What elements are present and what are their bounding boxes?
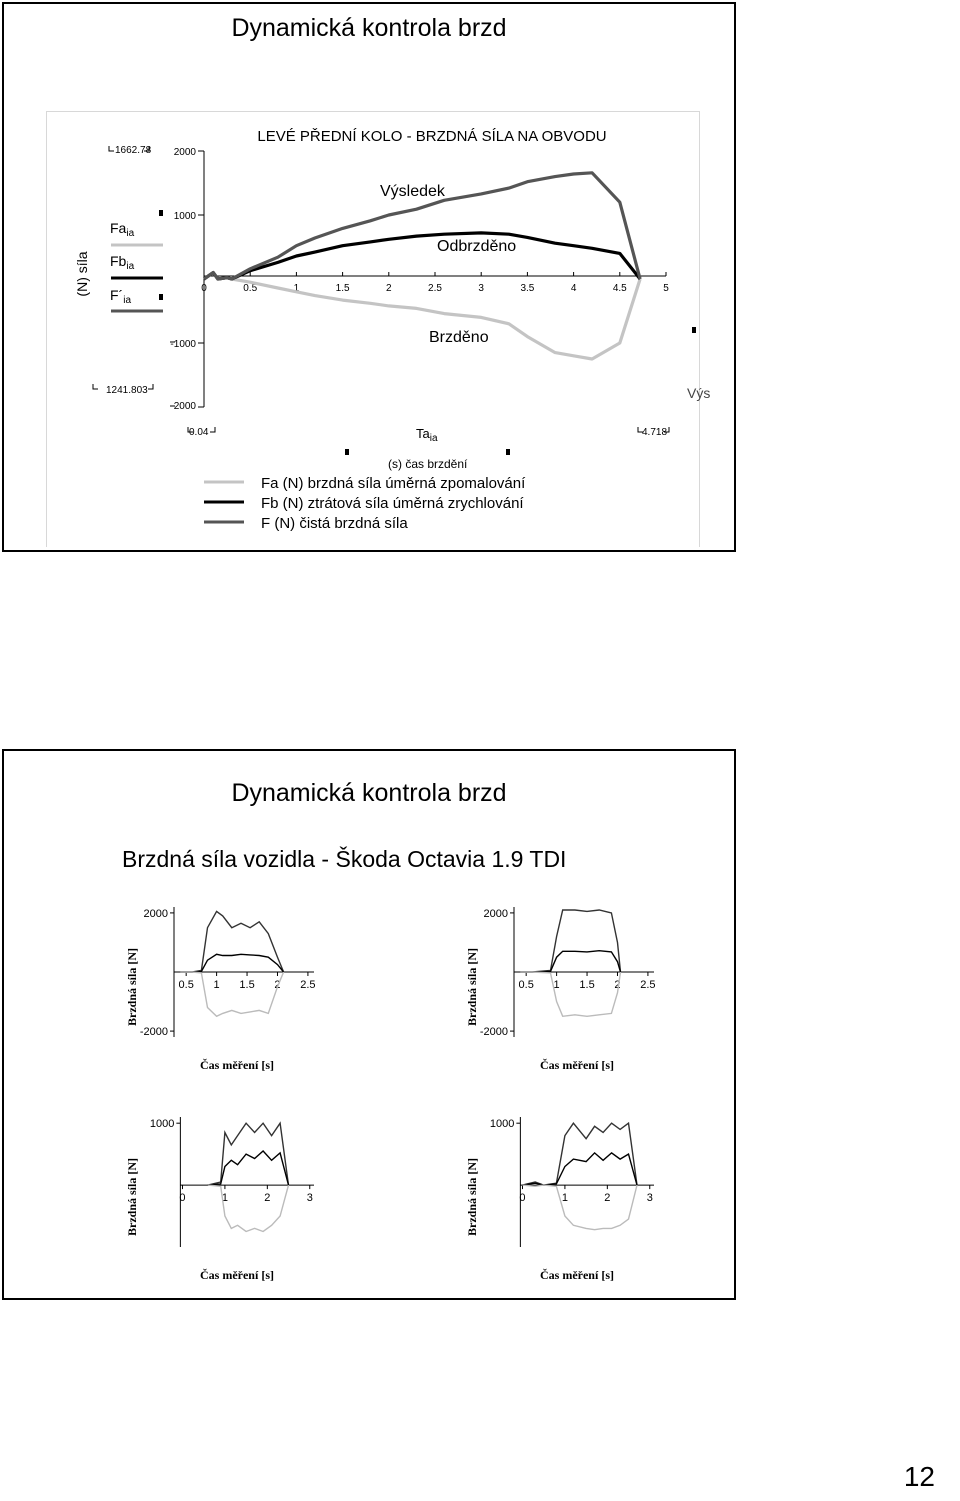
small-x-tick-label: 1.5 xyxy=(239,979,255,991)
y-axis-label: (N) síla xyxy=(74,251,90,297)
small-series-line-0 xyxy=(208,1123,289,1185)
small-series-line-2 xyxy=(520,972,620,1016)
slide-2-subtitle: Brzdná síla vozidla - Škoda Octavia 1.9 TDI xyxy=(122,846,567,872)
x-tick-label: 1 xyxy=(293,283,300,294)
small-series-line-1 xyxy=(180,954,284,972)
x-tick-label: 4 xyxy=(570,283,577,294)
small-y-label: Brzdná síla [N] xyxy=(125,948,139,1026)
cursor-x-mid: $Ta_{ia}$ xyxy=(416,426,438,444)
small-y-label: Brzdná síla [N] xyxy=(125,1158,139,1236)
row-label-f: $F´_{ia}$ xyxy=(110,287,132,306)
y-tick-2000: 2000 xyxy=(173,147,196,158)
small-x-tick-label: 2 xyxy=(604,1192,611,1205)
svg-text:4.718: 4.718 xyxy=(642,427,668,438)
cursor-x-right xyxy=(638,427,669,438)
small-plot-2 xyxy=(462,887,662,1077)
small-series-line-2 xyxy=(180,972,284,1016)
small-y-tick-label: 2000 xyxy=(143,907,168,920)
small-x-tick-label: 1 xyxy=(553,979,560,991)
small-series-line-2 xyxy=(208,1185,289,1231)
small-series-line-0 xyxy=(180,911,284,972)
slide-1 xyxy=(2,2,736,552)
svg-text:0.04: 0.04 xyxy=(189,427,209,438)
small-series-line-1 xyxy=(208,1151,289,1185)
small-x-label: Čas měření [s] xyxy=(200,1268,274,1282)
annotation-odbrzdeno: Odbrzděno xyxy=(437,238,517,255)
row-label-fa: $Fa_{ia}$ xyxy=(110,220,135,239)
legend xyxy=(204,475,526,532)
legend-entry-0: Fa (N) brzdná síla úměrná zpomalování xyxy=(261,475,526,492)
small-x-tick-label: 2 xyxy=(614,979,621,991)
small-x-tick-label: 3 xyxy=(646,1192,653,1205)
main-chart xyxy=(4,4,738,550)
slide-2 xyxy=(2,749,736,1300)
legend-entry-2: F (N) čistá brzdná síla xyxy=(261,515,408,532)
svg-text:1241.803: 1241.803 xyxy=(106,385,148,396)
y-tick-neg-1000: -1000 xyxy=(170,339,196,350)
series-line-1 xyxy=(204,233,640,279)
small-plot-1 xyxy=(122,887,322,1077)
small-x-tick-label: 2 xyxy=(264,1192,271,1205)
cursor-top-value xyxy=(109,145,152,156)
annotation-vys: Výs xyxy=(687,385,711,401)
small-x-tick-label: 2.5 xyxy=(300,979,316,991)
cursor-bottom-value xyxy=(93,384,153,396)
page-number: 12 xyxy=(903,1461,935,1492)
x-tick-label: 1.5 xyxy=(335,283,350,294)
small-x-tick-label: 1 xyxy=(213,979,220,991)
small-x-label: Čas měření [s] xyxy=(540,1268,614,1282)
x-tick-label: 0 xyxy=(201,283,207,294)
small-x-tick-label: 2.5 xyxy=(640,979,656,991)
x-tick-label: 4.5 xyxy=(612,283,627,294)
x-tick-label: 3.5 xyxy=(520,283,535,294)
x-tick-label: 3 xyxy=(478,283,484,294)
small-x-tick-label: 3 xyxy=(306,1192,313,1205)
small-x-tick-label: 1 xyxy=(561,1192,568,1205)
small-y-tick-label: -2000 xyxy=(139,1026,168,1039)
x-axis-label: (s) čas brzdění xyxy=(388,457,468,471)
cursor-x-left xyxy=(188,427,215,438)
x-tick-label: 2.5 xyxy=(428,283,442,294)
annotation-brzdeno: Brzděno xyxy=(429,329,489,346)
small-series-line-1 xyxy=(523,1153,638,1185)
y-tick-neg-2000: 2000 xyxy=(173,401,196,412)
y-tick-1000: 1000 xyxy=(173,211,196,222)
small-y-tick-label: 2000 xyxy=(483,907,508,920)
small-y-tick-label: 1000 xyxy=(489,1118,515,1131)
main-series xyxy=(204,173,640,359)
x-tick-label: 2 xyxy=(386,283,392,294)
small-x-tick-label: 0.5 xyxy=(518,979,534,991)
small-series-line-0 xyxy=(520,910,620,972)
small-y-tick-label: 1000 xyxy=(149,1118,175,1131)
row-label-fb: $Fb_{ia}$ xyxy=(110,253,135,272)
x-ticks xyxy=(201,272,669,294)
svg-text:1662.78: 1662.78 xyxy=(115,145,152,156)
small-y-tick-label: -2000 xyxy=(479,1026,508,1039)
small-x-tick-label: 1 xyxy=(221,1192,228,1205)
chart-title: LEVÉ PŘEDNÍ KOLO - BRZDNÁ SÍLA NA OBVODU xyxy=(257,128,607,145)
small-x-tick-label: 0 xyxy=(179,1192,186,1205)
small-y-label: Brzdná síla [N] xyxy=(465,948,479,1026)
small-x-label: Čas měření [s] xyxy=(540,1058,614,1072)
small-series-line-0 xyxy=(523,1123,638,1185)
small-x-tick-label: 0.5 xyxy=(178,979,194,991)
small-plot-3 xyxy=(122,1097,322,1287)
legend-entry-1: Fb (N) ztrátová síla úměrná zrychlování xyxy=(261,495,524,512)
slide-2-title: Dynamická kontrola brzd xyxy=(231,779,507,807)
annotation-vysledek: Výsledek xyxy=(380,183,445,200)
small-x-label: Čas měření [s] xyxy=(200,1058,274,1072)
x-tick-label: 5 xyxy=(663,283,669,294)
small-x-tick-label: 1.5 xyxy=(579,979,595,991)
slide-1-title: Dynamická kontrola brzd xyxy=(231,14,507,42)
x-tick-label: 0.5 xyxy=(243,283,258,294)
small-series-line-1 xyxy=(520,951,620,972)
small-y-label: Brzdná síla [N] xyxy=(465,1158,479,1236)
small-x-tick-label: 2 xyxy=(274,979,281,991)
small-series-line-2 xyxy=(523,1185,638,1230)
small-x-tick-label: 0 xyxy=(519,1192,526,1205)
small-plot-4 xyxy=(462,1097,662,1287)
